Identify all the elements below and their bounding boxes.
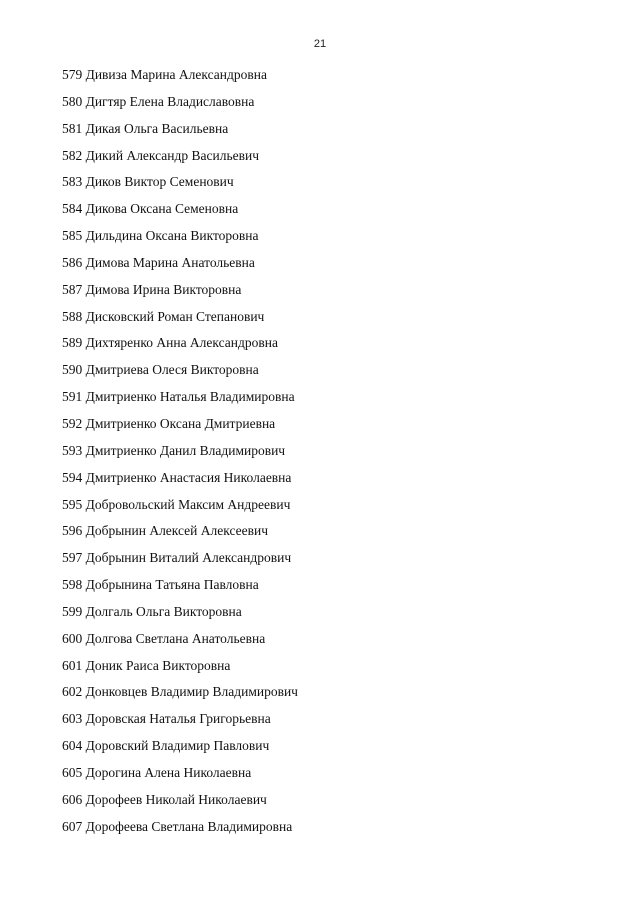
list-item: 585 Дильдина Оксана Викторовна (62, 228, 259, 244)
list-item: 598 Добрынина Татьяна Павловна (62, 577, 259, 593)
list-item: 582 Дикий Александр Васильевич (62, 147, 259, 163)
list-item: 590 Дмитриева Олеся Викторовна (62, 362, 259, 378)
list-item: 580 Дигтяр Елена Владиславовна (62, 93, 255, 109)
name-list (62, 66, 298, 844)
list-item: 584 Дикова Оксана Семеновна (62, 201, 239, 217)
list-item: 586 Димова Марина Анатольевна (62, 254, 255, 270)
list-item: 579 Дивиза Марина Александровна (62, 67, 267, 82)
list-item: 594 Дмитриенко Анастасия Николаевна (62, 469, 292, 485)
list-item: 599 Долгаль Ольга Викторовна (62, 603, 242, 619)
list-item: 600 Долгова Светлана Анатольевна (62, 630, 266, 646)
list-item: 591 Дмитриенко Наталья Владимировна (62, 389, 295, 405)
list-item: 596 Добрынин Алексей Алексеевич (62, 523, 269, 539)
list-item: 595 Добровольский Максим Андреевич (62, 496, 291, 512)
list-item: 592 Дмитриенко Оксана Дмитриевна (62, 415, 276, 431)
list-item: 593 Дмитриенко Данил Владимирович (62, 442, 286, 458)
list-item: 607 Дорофеева Светлана Владимировна (62, 818, 293, 834)
list-item: 603 Доровская Наталья Григорьевна (62, 711, 271, 727)
list-item: 587 Димова Ирина Викторовна (62, 281, 242, 297)
list-item: 602 Донковцев Владимир Владимирович (62, 684, 298, 700)
list-item: 589 Дихтяренко Анна Александровна (62, 335, 278, 351)
list-item: 588 Дисковский Роман Степанович (62, 308, 265, 324)
list-item: 605 Дорогина Алена Николаевна (62, 764, 252, 780)
list-item: 597 Добрынин Виталий Александрович (62, 550, 292, 566)
list-item: 604 Доровский Владимир Павлович (62, 738, 270, 754)
list-item: 601 Доник Раиса Викторовна (62, 657, 231, 673)
list-item: 581 Дикая Ольга Васильевна (62, 120, 229, 136)
list-item: 583 Диков Виктор Семенович (62, 174, 234, 190)
list-item: 606 Дорофеев Николай Николаевич (62, 791, 267, 807)
page-number: 21 (313, 38, 327, 50)
